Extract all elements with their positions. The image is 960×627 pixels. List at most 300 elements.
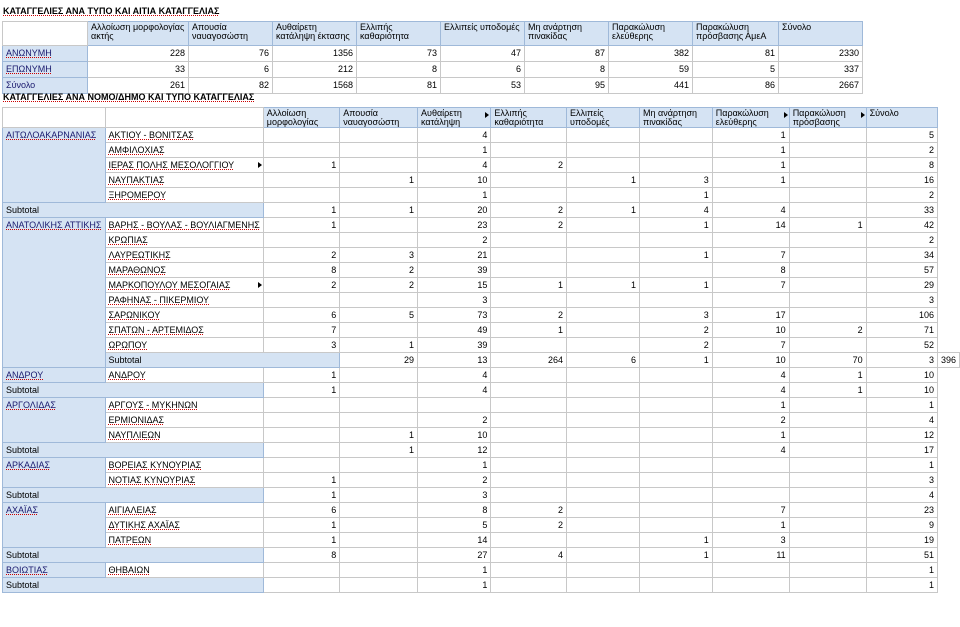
subtotal-cell[interactable]: 1 <box>418 578 491 593</box>
municipality-label[interactable]: ΑΜΦΙΛΟΧΙΑΣ <box>105 143 263 158</box>
data-cell[interactable] <box>639 518 712 533</box>
data-cell[interactable]: 9 <box>866 518 937 533</box>
data-cell[interactable] <box>491 428 567 443</box>
subtotal-cell[interactable] <box>340 488 418 503</box>
data-cell[interactable]: 1 <box>789 368 866 383</box>
subtotal-cell[interactable]: 264 <box>491 353 567 368</box>
data-cell[interactable]: 8 <box>357 62 441 78</box>
data-cell[interactable] <box>340 533 418 548</box>
data-cell[interactable]: 2 <box>491 308 567 323</box>
data-cell[interactable]: 1 <box>263 473 339 488</box>
data-cell[interactable]: 34 <box>866 248 937 263</box>
data-cell[interactable] <box>712 188 789 203</box>
data-cell[interactable] <box>789 533 866 548</box>
data-cell[interactable] <box>789 263 866 278</box>
data-cell[interactable]: 1 <box>789 218 866 233</box>
data-cell[interactable] <box>567 158 640 173</box>
data-cell[interactable]: 5 <box>340 308 418 323</box>
data-cell[interactable]: 2330 <box>779 46 863 62</box>
data-cell[interactable]: 2 <box>866 188 937 203</box>
municipality-label[interactable]: ΩΡΩΠΟΥ <box>105 338 263 353</box>
data-cell[interactable]: 12 <box>866 428 937 443</box>
column-header[interactable]: Ελλιπείς υποδομές <box>441 22 525 46</box>
data-cell[interactable] <box>567 263 640 278</box>
subtotal-cell[interactable]: 8 <box>263 548 339 563</box>
data-cell[interactable]: 16 <box>866 173 937 188</box>
subtotal-cell[interactable]: 1 <box>639 353 712 368</box>
subtotal-cell[interactable]: 4 <box>418 383 491 398</box>
data-cell[interactable] <box>639 473 712 488</box>
data-cell[interactable]: 4 <box>418 128 491 143</box>
data-cell[interactable] <box>567 413 640 428</box>
data-cell[interactable] <box>639 563 712 578</box>
data-cell[interactable]: 10 <box>866 368 937 383</box>
subtotal-cell[interactable]: 3 <box>418 488 491 503</box>
data-cell[interactable] <box>712 293 789 308</box>
data-cell[interactable] <box>639 428 712 443</box>
subtotal-cell[interactable]: 1 <box>263 488 339 503</box>
data-cell[interactable] <box>567 473 640 488</box>
data-cell[interactable]: 228 <box>88 46 189 62</box>
column-header[interactable]: Απουσία ναυαγοσώστη <box>340 108 418 128</box>
subtotal-cell[interactable]: 51 <box>866 548 937 563</box>
data-cell[interactable] <box>567 218 640 233</box>
data-cell[interactable]: 6 <box>263 308 339 323</box>
data-cell[interactable] <box>340 503 418 518</box>
subtotal-cell[interactable]: 1 <box>340 203 418 218</box>
data-cell[interactable]: 42 <box>866 218 937 233</box>
data-cell[interactable]: 7 <box>712 503 789 518</box>
data-cell[interactable] <box>789 473 866 488</box>
data-cell[interactable] <box>491 293 567 308</box>
data-cell[interactable]: 1 <box>567 278 640 293</box>
row-label[interactable]: ΕΠΩΝΥΜΗ <box>3 62 88 78</box>
data-cell[interactable] <box>567 248 640 263</box>
municipality-label[interactable]: ΘΗΒΑΙΩΝ <box>105 563 263 578</box>
data-cell[interactable] <box>567 338 640 353</box>
data-cell[interactable]: 2 <box>639 338 712 353</box>
data-cell[interactable]: 17 <box>712 308 789 323</box>
data-cell[interactable]: 2 <box>789 323 866 338</box>
subtotal-label[interactable]: Subtotal <box>105 353 340 368</box>
data-cell[interactable] <box>567 128 640 143</box>
row-label[interactable]: ΑΝΩΝΥΜΗ <box>3 46 88 62</box>
data-cell[interactable]: 2 <box>491 218 567 233</box>
data-cell[interactable] <box>789 458 866 473</box>
data-cell[interactable]: 81 <box>693 46 779 62</box>
data-cell[interactable]: 1 <box>567 173 640 188</box>
data-cell[interactable]: 1 <box>866 563 937 578</box>
municipality-label[interactable]: ΑΝΔΡΟΥ <box>105 368 263 383</box>
data-cell[interactable]: 7 <box>712 338 789 353</box>
data-cell[interactable] <box>567 188 640 203</box>
prefecture-label[interactable]: ΒΟΙΩΤΙΑΣ <box>3 563 106 578</box>
subtotal-cell[interactable]: 2 <box>491 203 567 218</box>
data-cell[interactable]: 3 <box>263 338 339 353</box>
data-cell[interactable]: 3 <box>866 293 937 308</box>
prefecture-label[interactable]: ΑΡΓΟΛΙΔΑΣ <box>3 398 106 443</box>
subtotal-cell[interactable]: 70 <box>789 353 866 368</box>
data-cell[interactable] <box>789 158 866 173</box>
corner-cell[interactable] <box>3 22 88 46</box>
subtotal-cell[interactable] <box>491 488 567 503</box>
data-cell[interactable]: 73 <box>418 308 491 323</box>
data-cell[interactable]: 3 <box>639 173 712 188</box>
data-cell[interactable]: 52 <box>866 338 937 353</box>
subtotal-cell[interactable]: 10 <box>866 383 937 398</box>
column-header[interactable]: Αυθαίρετη κατάληψη <box>418 108 491 128</box>
subtotal-cell[interactable]: 20 <box>418 203 491 218</box>
data-cell[interactable]: 47 <box>441 46 525 62</box>
subtotal-cell[interactable]: 10 <box>712 353 789 368</box>
data-cell[interactable] <box>263 293 339 308</box>
data-cell[interactable]: 1 <box>491 323 567 338</box>
municipality-label[interactable]: ΕΡΜΙΟΝΙΔΑΣ <box>105 413 263 428</box>
data-cell[interactable]: 1 <box>340 338 418 353</box>
data-cell[interactable]: 1 <box>491 278 567 293</box>
data-cell[interactable]: 7 <box>712 278 789 293</box>
data-cell[interactable] <box>263 128 339 143</box>
data-cell[interactable] <box>789 278 866 293</box>
data-cell[interactable] <box>340 413 418 428</box>
subtotal-cell[interactable] <box>789 548 866 563</box>
subtotal-cell[interactable] <box>263 578 339 593</box>
column-header[interactable]: Σύνολο <box>866 108 937 128</box>
subtotal-cell[interactable] <box>567 443 640 458</box>
data-cell[interactable]: 106 <box>866 308 937 323</box>
data-cell[interactable] <box>639 368 712 383</box>
data-cell[interactable] <box>340 218 418 233</box>
data-cell[interactable] <box>639 503 712 518</box>
data-cell[interactable]: 4 <box>712 368 789 383</box>
corner-cell[interactable] <box>105 108 263 128</box>
data-cell[interactable]: 21 <box>418 248 491 263</box>
corner-cell[interactable] <box>3 108 106 128</box>
subtotal-cell[interactable] <box>712 488 789 503</box>
subtotal-cell[interactable]: 4 <box>491 548 567 563</box>
data-cell[interactable] <box>491 368 567 383</box>
subtotal-cell[interactable]: 4 <box>712 443 789 458</box>
data-cell[interactable]: 6 <box>263 503 339 518</box>
column-header[interactable]: Μη ανάρτηση πινακίδας <box>639 108 712 128</box>
data-cell[interactable]: 8 <box>525 62 609 78</box>
data-cell[interactable] <box>789 173 866 188</box>
subtotal-cell[interactable] <box>789 443 866 458</box>
data-cell[interactable] <box>491 413 567 428</box>
data-cell[interactable] <box>639 233 712 248</box>
data-cell[interactable]: 3 <box>639 308 712 323</box>
data-cell[interactable] <box>567 293 640 308</box>
data-cell[interactable] <box>789 503 866 518</box>
municipality-label[interactable]: ΝΑΥΠΛΙΕΩΝ <box>105 428 263 443</box>
data-cell[interactable] <box>491 338 567 353</box>
data-cell[interactable] <box>491 458 567 473</box>
data-cell[interactable]: 1 <box>712 398 789 413</box>
municipality-label[interactable]: ΛΑΥΡΕΩΤΙΚΗΣ <box>105 248 263 263</box>
column-header[interactable]: Σύνολο <box>779 22 863 46</box>
data-cell[interactable]: 8 <box>712 263 789 278</box>
data-cell[interactable]: 1 <box>418 563 491 578</box>
data-cell[interactable] <box>340 188 418 203</box>
data-cell[interactable]: 39 <box>418 263 491 278</box>
data-cell[interactable]: 2 <box>263 278 339 293</box>
data-cell[interactable] <box>263 398 339 413</box>
column-header[interactable]: Απουσία ναυαγοσώστη <box>189 22 273 46</box>
data-cell[interactable] <box>263 188 339 203</box>
data-cell[interactable]: 1 <box>340 428 418 443</box>
data-cell[interactable]: 4 <box>418 368 491 383</box>
data-cell[interactable] <box>567 368 640 383</box>
subtotal-cell[interactable]: 27 <box>418 548 491 563</box>
subtotal-label[interactable]: Subtotal <box>3 383 264 398</box>
prefecture-label[interactable]: ΑΧΑΪΑΣ <box>3 503 106 548</box>
data-cell[interactable] <box>712 563 789 578</box>
data-cell[interactable] <box>340 293 418 308</box>
data-cell[interactable]: 73 <box>357 46 441 62</box>
subtotal-cell[interactable] <box>491 443 567 458</box>
prefecture-label[interactable]: ΑΙΤΩΛΟΑΚΑΡΝΑΝΙΑΣ <box>3 128 106 203</box>
data-cell[interactable] <box>491 128 567 143</box>
data-cell[interactable] <box>639 128 712 143</box>
data-cell[interactable] <box>567 518 640 533</box>
data-cell[interactable] <box>789 128 866 143</box>
data-cell[interactable]: 1 <box>263 368 339 383</box>
data-cell[interactable] <box>263 563 339 578</box>
data-cell[interactable]: 1 <box>418 458 491 473</box>
data-cell[interactable]: 1 <box>639 188 712 203</box>
subtotal-cell[interactable] <box>639 488 712 503</box>
subtotal-cell[interactable]: 1 <box>263 383 339 398</box>
data-cell[interactable]: 23 <box>418 218 491 233</box>
data-cell[interactable] <box>789 338 866 353</box>
column-header[interactable]: Αλλοίωση μορφολογίας <box>263 108 339 128</box>
data-cell[interactable] <box>789 308 866 323</box>
data-cell[interactable]: 382 <box>609 46 693 62</box>
subtotal-cell[interactable]: 29 <box>340 353 418 368</box>
data-cell[interactable] <box>567 308 640 323</box>
data-cell[interactable]: 261 <box>88 78 189 94</box>
data-cell[interactable]: 2 <box>712 413 789 428</box>
data-cell[interactable]: 212 <box>273 62 357 78</box>
subtotal-label[interactable]: Subtotal <box>3 203 264 218</box>
data-cell[interactable]: 10 <box>712 323 789 338</box>
subtotal-cell[interactable]: 1 <box>866 578 937 593</box>
data-cell[interactable]: 441 <box>609 78 693 94</box>
data-cell[interactable] <box>491 233 567 248</box>
column-header[interactable]: Ελλιπής καθαριότητα <box>491 108 567 128</box>
data-cell[interactable]: 95 <box>525 78 609 94</box>
data-cell[interactable]: 1 <box>418 188 491 203</box>
subtotal-cell[interactable]: 1 <box>639 548 712 563</box>
data-cell[interactable] <box>567 233 640 248</box>
data-cell[interactable]: 1 <box>263 218 339 233</box>
data-cell[interactable] <box>491 398 567 413</box>
subtotal-cell[interactable]: 1 <box>340 443 418 458</box>
data-cell[interactable]: 2 <box>866 143 937 158</box>
subtotal-cell[interactable]: 4 <box>639 203 712 218</box>
subtotal-cell[interactable] <box>639 383 712 398</box>
data-cell[interactable]: 1 <box>712 428 789 443</box>
data-cell[interactable] <box>639 293 712 308</box>
data-cell[interactable] <box>712 473 789 488</box>
data-cell[interactable]: 39 <box>418 338 491 353</box>
data-cell[interactable]: 6 <box>189 62 273 78</box>
subtotal-cell[interactable]: 4 <box>712 383 789 398</box>
data-cell[interactable]: 1 <box>712 158 789 173</box>
subtotal-cell[interactable] <box>263 443 339 458</box>
data-cell[interactable]: 2667 <box>779 78 863 94</box>
municipality-label[interactable]: ΑΙΓΙΑΛΕΙΑΣ <box>105 503 263 518</box>
data-cell[interactable]: 86 <box>693 78 779 94</box>
municipality-label[interactable]: ΞΗΡΟΜΕΡΟΥ <box>105 188 263 203</box>
subtotal-cell[interactable]: 4 <box>866 488 937 503</box>
subtotal-cell[interactable]: 396 <box>937 353 959 368</box>
data-cell[interactable]: 2 <box>418 233 491 248</box>
data-cell[interactable] <box>340 143 418 158</box>
municipality-label[interactable]: ΒΑΡΗΣ - ΒΟΥΛΑΣ - ΒΟΥΛΙΑΓΜΕΝΗΣ <box>105 218 263 233</box>
column-header[interactable]: Αυθαίρετη κατάληψη έκτασης <box>273 22 357 46</box>
data-cell[interactable] <box>567 563 640 578</box>
subtotal-cell[interactable] <box>340 578 418 593</box>
data-cell[interactable]: 10 <box>418 173 491 188</box>
data-cell[interactable]: 1 <box>712 173 789 188</box>
municipality-label[interactable]: ΒΟΡΕΙΑΣ ΚΥΝΟΥΡΙΑΣ <box>105 458 263 473</box>
data-cell[interactable] <box>263 143 339 158</box>
data-cell[interactable]: 1 <box>639 248 712 263</box>
subtotal-cell[interactable]: 12 <box>418 443 491 458</box>
data-cell[interactable] <box>340 368 418 383</box>
data-cell[interactable] <box>340 563 418 578</box>
data-cell[interactable] <box>567 323 640 338</box>
column-header[interactable]: Μη ανάρτηση πινακίδας <box>525 22 609 46</box>
data-cell[interactable] <box>567 428 640 443</box>
data-cell[interactable]: 2 <box>491 158 567 173</box>
data-cell[interactable] <box>789 188 866 203</box>
data-cell[interactable] <box>789 143 866 158</box>
data-cell[interactable] <box>340 233 418 248</box>
data-cell[interactable]: 10 <box>418 428 491 443</box>
column-header[interactable]: Ελλιπής καθαριότητα <box>357 22 441 46</box>
data-cell[interactable]: 1 <box>639 533 712 548</box>
subtotal-cell[interactable]: 13 <box>418 353 491 368</box>
subtotal-label[interactable]: Subtotal <box>3 578 264 593</box>
data-cell[interactable] <box>340 398 418 413</box>
municipality-label[interactable]: ΚΡΩΠΙΑΣ <box>105 233 263 248</box>
data-cell[interactable]: 2 <box>340 263 418 278</box>
data-cell[interactable] <box>340 323 418 338</box>
data-cell[interactable]: 6 <box>441 62 525 78</box>
subtotal-cell[interactable] <box>639 443 712 458</box>
subtotal-label[interactable]: Subtotal <box>3 548 264 563</box>
data-cell[interactable]: 49 <box>418 323 491 338</box>
data-cell[interactable] <box>491 533 567 548</box>
data-cell[interactable]: 5 <box>866 128 937 143</box>
data-cell[interactable] <box>491 263 567 278</box>
data-cell[interactable]: 3 <box>712 533 789 548</box>
subtotal-label[interactable]: Subtotal <box>3 443 264 458</box>
data-cell[interactable]: 4 <box>418 158 491 173</box>
data-cell[interactable]: 76 <box>189 46 273 62</box>
data-cell[interactable] <box>263 458 339 473</box>
data-cell[interactable]: 23 <box>866 503 937 518</box>
data-cell[interactable]: 71 <box>866 323 937 338</box>
municipality-label[interactable]: ΣΑΡΩΝΙΚΟΥ <box>105 308 263 323</box>
subtotal-cell[interactable]: 11 <box>712 548 789 563</box>
data-cell[interactable]: 1 <box>712 518 789 533</box>
data-cell[interactable] <box>263 233 339 248</box>
data-cell[interactable]: 19 <box>866 533 937 548</box>
data-cell[interactable]: 1 <box>263 533 339 548</box>
data-cell[interactable] <box>491 473 567 488</box>
data-cell[interactable]: 2 <box>866 233 937 248</box>
data-cell[interactable] <box>263 173 339 188</box>
data-cell[interactable]: 3 <box>866 473 937 488</box>
data-cell[interactable] <box>789 428 866 443</box>
municipality-label[interactable]: ΙΕΡΑΣ ΠΟΛΗΣ ΜΕΣΟΛΟΓΓΙΟΥ <box>105 158 263 173</box>
data-cell[interactable]: 1 <box>263 158 339 173</box>
data-cell[interactable]: 2 <box>418 473 491 488</box>
data-cell[interactable]: 2 <box>263 248 339 263</box>
subtotal-cell[interactable] <box>340 383 418 398</box>
data-cell[interactable]: 2 <box>639 323 712 338</box>
municipality-label[interactable]: ΑΚΤΙΟΥ - ΒΟΝΙΤΣΑΣ <box>105 128 263 143</box>
data-cell[interactable] <box>789 398 866 413</box>
data-cell[interactable]: 8 <box>866 158 937 173</box>
data-cell[interactable] <box>639 398 712 413</box>
data-cell[interactable]: 5 <box>418 518 491 533</box>
data-cell[interactable] <box>567 503 640 518</box>
data-cell[interactable]: 337 <box>779 62 863 78</box>
data-cell[interactable] <box>639 263 712 278</box>
data-cell[interactable]: 57 <box>866 263 937 278</box>
column-header[interactable]: Παρακώλυση πρόσβασης ΑμεΑ <box>693 22 779 46</box>
prefecture-label[interactable]: ΑΝΑΤΟΛΙΚΗΣ ΑΤΤΙΚΗΣ <box>3 218 106 368</box>
data-cell[interactable] <box>418 398 491 413</box>
data-cell[interactable]: 15 <box>418 278 491 293</box>
data-cell[interactable] <box>567 398 640 413</box>
data-cell[interactable]: 1568 <box>273 78 357 94</box>
data-cell[interactable]: 1 <box>639 278 712 293</box>
subtotal-cell[interactable] <box>340 548 418 563</box>
subtotal-cell[interactable]: 17 <box>866 443 937 458</box>
data-cell[interactable]: 33 <box>88 62 189 78</box>
row-label[interactable]: Σύνολο <box>3 78 88 94</box>
column-header[interactable]: Παρακώλυση ελεύθερης <box>712 108 789 128</box>
subtotal-label[interactable]: Subtotal <box>3 488 264 503</box>
data-cell[interactable]: 7 <box>263 323 339 338</box>
subtotal-cell[interactable]: 1 <box>567 203 640 218</box>
subtotal-cell[interactable] <box>789 488 866 503</box>
data-cell[interactable] <box>789 293 866 308</box>
data-cell[interactable] <box>263 428 339 443</box>
data-cell[interactable]: 3 <box>418 293 491 308</box>
subtotal-cell[interactable] <box>567 383 640 398</box>
data-cell[interactable] <box>340 128 418 143</box>
data-cell[interactable]: 2 <box>491 518 567 533</box>
data-cell[interactable]: 1356 <box>273 46 357 62</box>
municipality-label[interactable]: ΠΑΤΡΕΩΝ <box>105 533 263 548</box>
column-header[interactable]: Παρακώλυση ελεύθερης <box>609 22 693 46</box>
subtotal-cell[interactable] <box>491 578 567 593</box>
data-cell[interactable] <box>712 458 789 473</box>
data-cell[interactable] <box>340 473 418 488</box>
data-cell[interactable]: 1 <box>340 173 418 188</box>
subtotal-cell[interactable]: 3 <box>866 353 937 368</box>
data-cell[interactable]: 1 <box>418 143 491 158</box>
municipality-label[interactable]: ΔΥΤΙΚΗΣ ΑΧΑΪΑΣ <box>105 518 263 533</box>
data-cell[interactable]: 59 <box>609 62 693 78</box>
data-cell[interactable] <box>491 188 567 203</box>
